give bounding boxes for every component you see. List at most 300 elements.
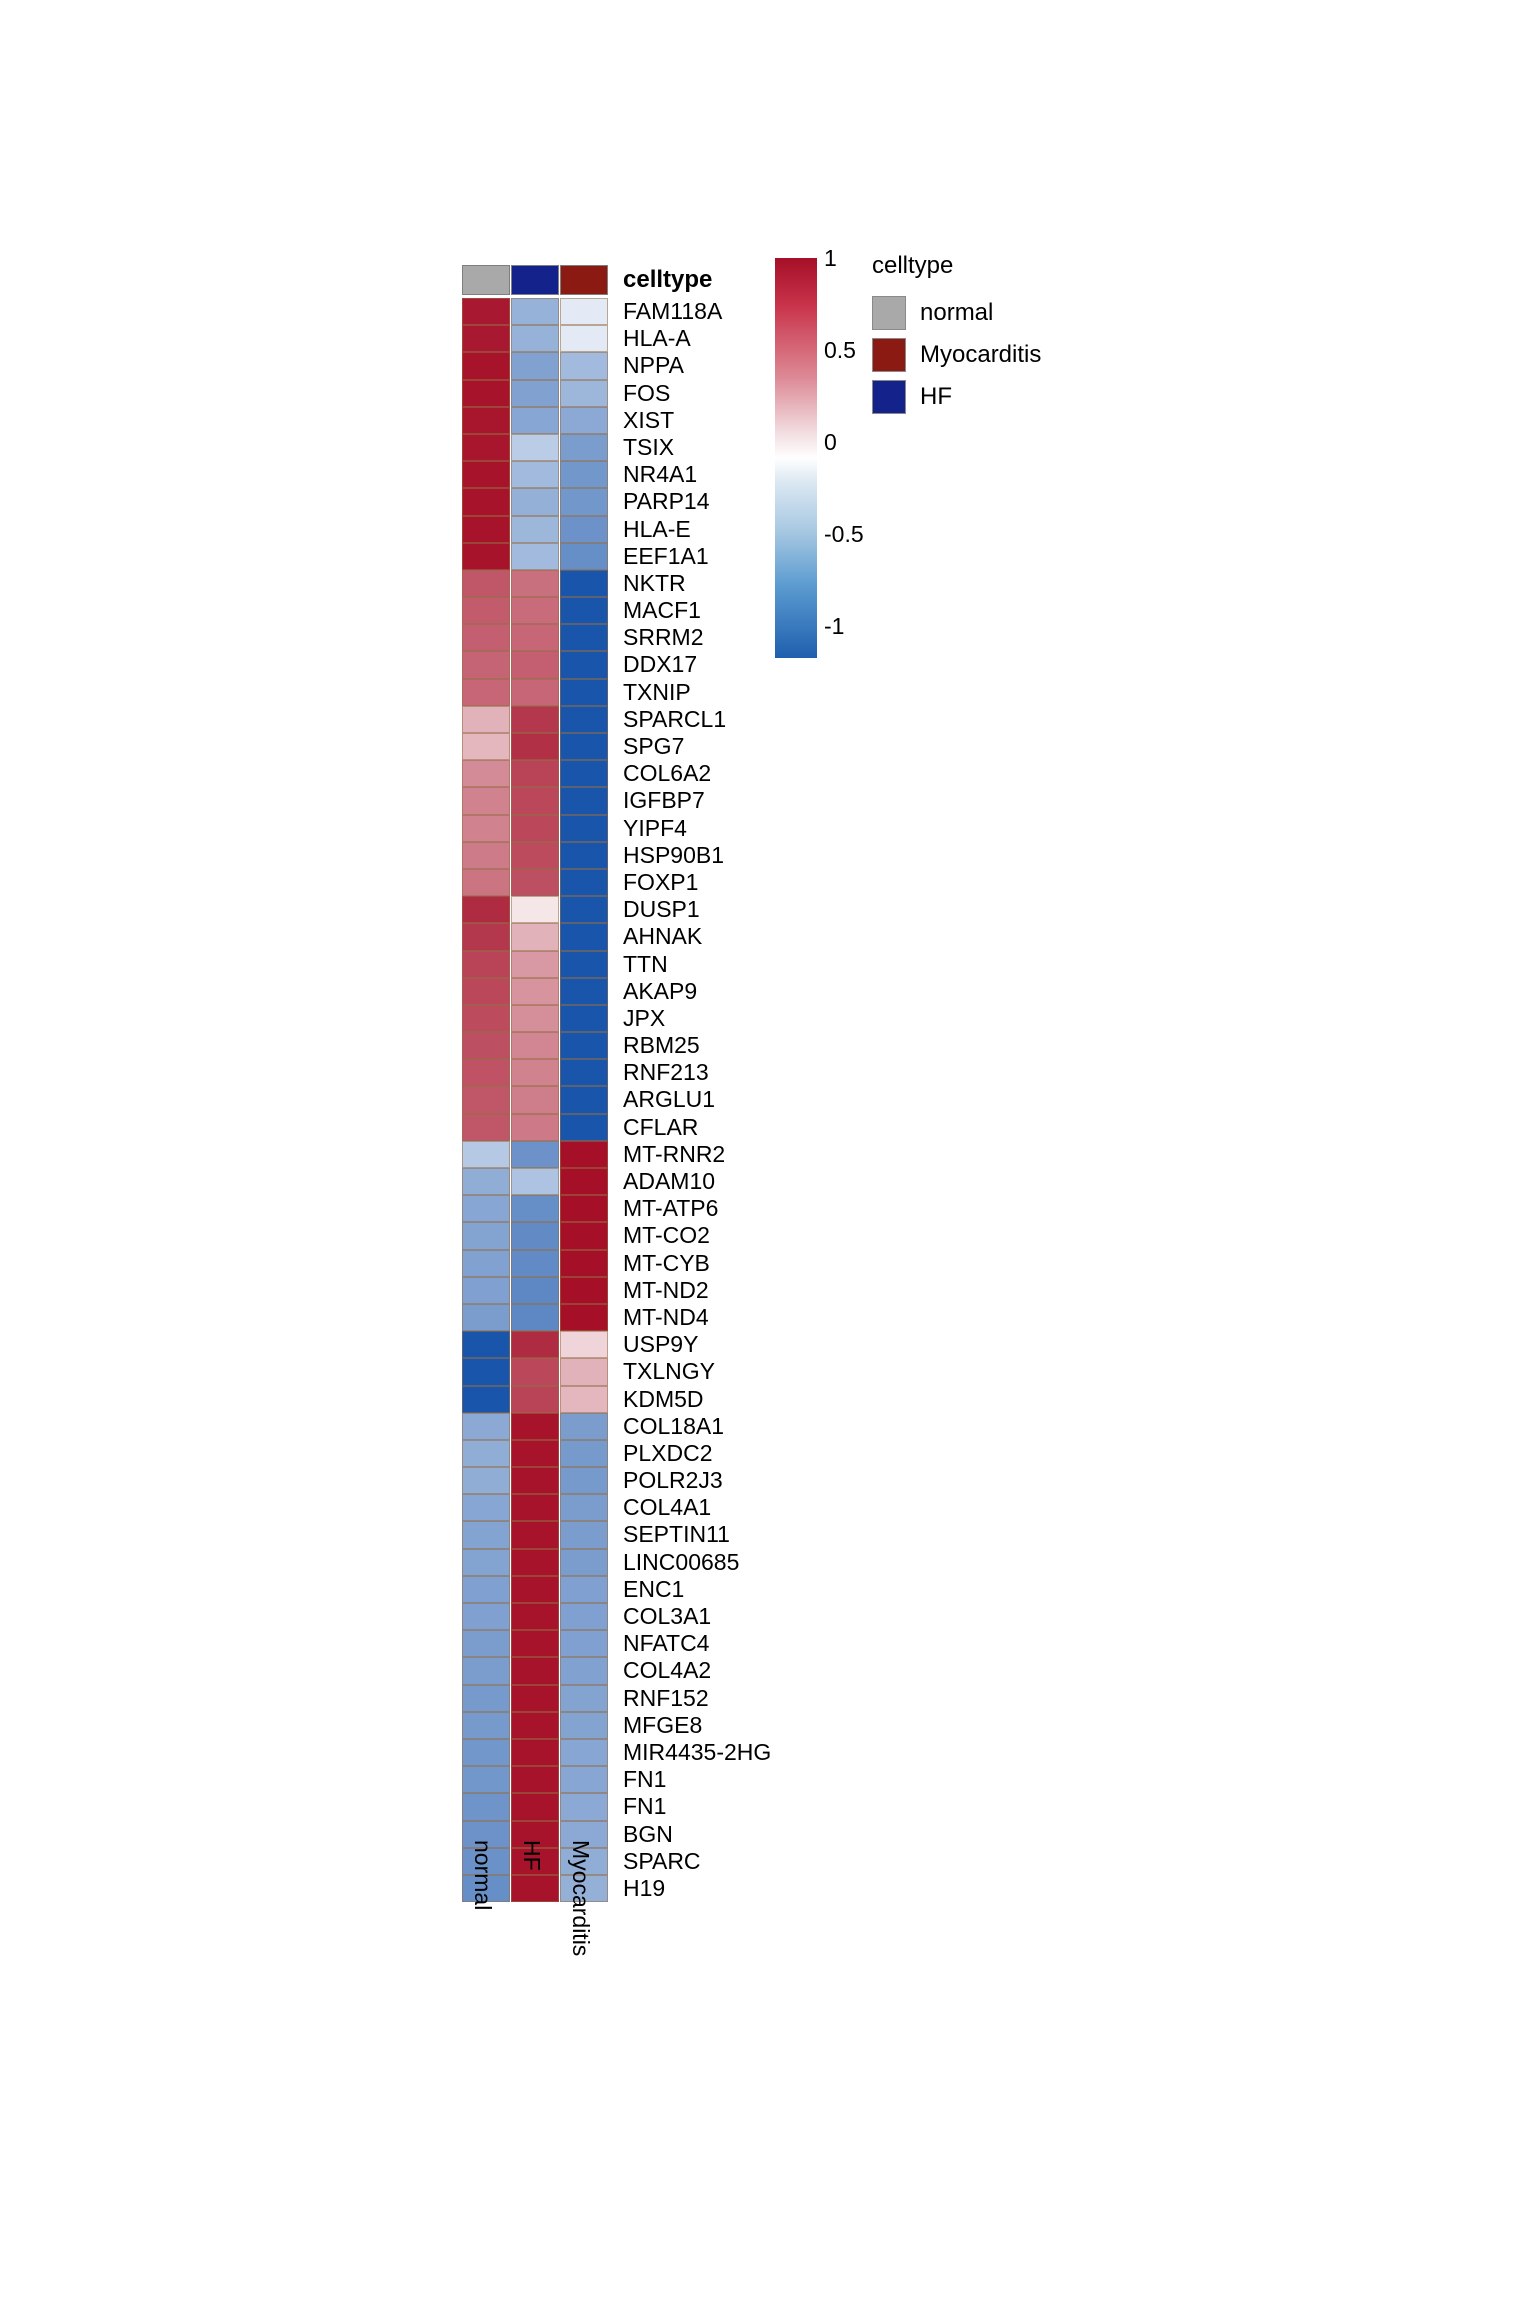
legend-swatch bbox=[872, 338, 906, 372]
heatmap-grid bbox=[462, 265, 771, 1902]
gene-label: MT-ND4 bbox=[623, 1303, 709, 1330]
heatmap-cell bbox=[560, 815, 608, 842]
heatmap-cell bbox=[462, 1222, 510, 1249]
heatmap-cell bbox=[560, 380, 608, 407]
column-label-normal: normal bbox=[470, 1840, 496, 1911]
gene-label: LINC00685 bbox=[623, 1548, 740, 1575]
heatmap-cell bbox=[462, 923, 510, 950]
colorbar-gradient bbox=[775, 258, 817, 658]
colorbar-tick: 0 bbox=[824, 429, 837, 455]
column-label-hf: HF bbox=[519, 1840, 545, 1871]
heatmap-row bbox=[462, 706, 771, 733]
heatmap-cell bbox=[511, 461, 559, 488]
heatmap-cell bbox=[462, 1141, 510, 1168]
heatmap-cell bbox=[511, 624, 559, 651]
heatmap-cell bbox=[511, 923, 559, 950]
heatmap-row bbox=[462, 951, 771, 978]
heatmap-cell bbox=[462, 380, 510, 407]
gene-label: ENC1 bbox=[623, 1575, 685, 1602]
heatmap-cell bbox=[511, 380, 559, 407]
heatmap-cell bbox=[462, 679, 510, 706]
heatmap-cell bbox=[560, 1304, 608, 1331]
heatmap-cell bbox=[462, 1168, 510, 1195]
legend-item bbox=[872, 376, 1041, 418]
heatmap-cell bbox=[560, 1521, 608, 1548]
annotation-title: celltype bbox=[623, 266, 713, 293]
heatmap-cell bbox=[511, 516, 559, 543]
heatmap-cell bbox=[462, 1059, 510, 1086]
gene-label: MT-CYB bbox=[623, 1249, 710, 1276]
heatmap-row bbox=[462, 570, 771, 597]
gene-label: XIST bbox=[623, 406, 675, 433]
gene-label: MIR4435-2HG bbox=[623, 1738, 772, 1765]
gene-label: RNF152 bbox=[623, 1684, 709, 1711]
heatmap-cell bbox=[511, 1494, 559, 1521]
heatmap-row bbox=[462, 1168, 771, 1195]
heatmap-cell bbox=[560, 407, 608, 434]
heatmap-cell bbox=[560, 1059, 608, 1086]
heatmap-cell bbox=[560, 1739, 608, 1766]
heatmap-cell bbox=[511, 298, 559, 325]
heatmap-cell bbox=[560, 434, 608, 461]
heatmap-cell bbox=[511, 1739, 559, 1766]
heatmap-cell bbox=[560, 1549, 608, 1576]
heatmap-cell bbox=[462, 1685, 510, 1712]
gene-label: DDX17 bbox=[623, 651, 698, 678]
heatmap-cell bbox=[560, 352, 608, 379]
heatmap-cell bbox=[560, 1141, 608, 1168]
heatmap-row bbox=[462, 1549, 771, 1576]
gene-label: FOXP1 bbox=[623, 868, 699, 895]
heatmap-cell bbox=[462, 1032, 510, 1059]
heatmap-cell bbox=[462, 570, 510, 597]
heatmap-cell bbox=[511, 1793, 559, 1820]
gene-label: COL4A2 bbox=[623, 1657, 712, 1684]
gene-label: HLA-A bbox=[623, 325, 691, 352]
heatmap-row bbox=[462, 1222, 771, 1249]
heatmap-row bbox=[462, 1005, 771, 1032]
heatmap-cell bbox=[511, 896, 559, 923]
legend-swatch bbox=[872, 380, 906, 414]
heatmap-cell bbox=[560, 1576, 608, 1603]
heatmap-cell bbox=[462, 1386, 510, 1413]
heatmap-cell bbox=[462, 1195, 510, 1222]
heatmap-cell bbox=[511, 815, 559, 842]
gene-label: MT-RNR2 bbox=[623, 1140, 726, 1167]
heatmap-cell bbox=[511, 434, 559, 461]
heatmap-cell bbox=[560, 1413, 608, 1440]
heatmap-cell bbox=[511, 679, 559, 706]
gene-label: NKTR bbox=[623, 569, 686, 596]
heatmap-cell bbox=[511, 1386, 559, 1413]
heatmap-cell bbox=[511, 1005, 559, 1032]
gene-label: COL18A1 bbox=[623, 1412, 725, 1439]
gene-label: TXLNGY bbox=[623, 1358, 716, 1385]
gene-label: EEF1A1 bbox=[623, 542, 709, 569]
heatmap-cell bbox=[511, 1331, 559, 1358]
colorbar-tick: -0.5 bbox=[824, 521, 864, 547]
legend-swatch bbox=[872, 296, 906, 330]
heatmap-cell bbox=[511, 325, 559, 352]
heatmap-cell bbox=[511, 1114, 559, 1141]
heatmap-cell bbox=[462, 1657, 510, 1684]
column-annotation-normal bbox=[462, 265, 510, 295]
heatmap-rows bbox=[462, 298, 771, 1902]
heatmap-cell bbox=[511, 978, 559, 1005]
heatmap-cell bbox=[511, 570, 559, 597]
heatmap-cell bbox=[560, 298, 608, 325]
heatmap-cell bbox=[511, 1250, 559, 1277]
gene-label: POLR2J3 bbox=[623, 1467, 723, 1494]
heatmap-row bbox=[462, 1657, 771, 1684]
heatmap-cell bbox=[560, 1358, 608, 1385]
heatmap-cell bbox=[511, 706, 559, 733]
heatmap-cell bbox=[560, 543, 608, 570]
gene-label: AHNAK bbox=[623, 923, 703, 950]
heatmap-row bbox=[462, 1114, 771, 1141]
gene-label: FOS bbox=[623, 379, 671, 406]
heatmap-cell bbox=[560, 1467, 608, 1494]
heatmap-cell bbox=[462, 1603, 510, 1630]
heatmap-cell bbox=[462, 434, 510, 461]
heatmap-cell bbox=[462, 1766, 510, 1793]
heatmap-cell bbox=[511, 1630, 559, 1657]
heatmap-cell bbox=[560, 978, 608, 1005]
gene-label: RBM25 bbox=[623, 1032, 700, 1059]
heatmap-row bbox=[462, 1630, 771, 1657]
heatmap-row bbox=[462, 760, 771, 787]
heatmap-cell bbox=[511, 869, 559, 896]
heatmap-cell bbox=[511, 760, 559, 787]
gene-label: ARGLU1 bbox=[623, 1086, 716, 1113]
heatmap-cell bbox=[511, 407, 559, 434]
heatmap-row bbox=[462, 1059, 771, 1086]
gene-label: KDM5D bbox=[623, 1385, 704, 1412]
heatmap-cell bbox=[462, 1494, 510, 1521]
column-label-myocarditis: Myocarditis bbox=[568, 1840, 594, 1957]
colorbar-tick: 0.5 bbox=[824, 337, 856, 363]
legend-item bbox=[872, 334, 1041, 376]
heatmap-cell bbox=[462, 1250, 510, 1277]
heatmap-cell bbox=[560, 488, 608, 515]
heatmap-cell bbox=[511, 1657, 559, 1684]
heatmap-cell bbox=[511, 543, 559, 570]
heatmap-row bbox=[462, 815, 771, 842]
gene-label: SRRM2 bbox=[623, 624, 704, 651]
heatmap-row bbox=[462, 1358, 771, 1385]
gene-label: H19 bbox=[623, 1874, 666, 1901]
heatmap-cell bbox=[560, 1114, 608, 1141]
heatmap-cell bbox=[462, 842, 510, 869]
gene-label: SPG7 bbox=[623, 733, 685, 759]
heatmap-row bbox=[462, 1250, 771, 1277]
heatmap-row bbox=[462, 1521, 771, 1548]
gene-label: AKAP9 bbox=[623, 977, 698, 1004]
heatmap-cell bbox=[560, 1793, 608, 1820]
heatmap-row bbox=[462, 1603, 771, 1630]
heatmap-cell bbox=[462, 1576, 510, 1603]
heatmap-cell bbox=[511, 1576, 559, 1603]
heatmap-cell bbox=[560, 842, 608, 869]
heatmap-cell bbox=[511, 1086, 559, 1113]
heatmap-cell bbox=[560, 1712, 608, 1739]
heatmap-row bbox=[462, 1739, 771, 1766]
legend-item bbox=[872, 292, 1041, 334]
heatmap-cell bbox=[560, 760, 608, 787]
legend-label: normal bbox=[920, 299, 994, 326]
heatmap-cell bbox=[511, 1141, 559, 1168]
heatmap-cell bbox=[462, 1549, 510, 1576]
colorbar-tick: 1 bbox=[824, 245, 837, 271]
heatmap-row bbox=[462, 1086, 771, 1113]
gene-label: YIPF4 bbox=[623, 814, 687, 841]
heatmap-cell bbox=[560, 1277, 608, 1304]
heatmap-row bbox=[462, 978, 771, 1005]
gene-label: TTN bbox=[623, 950, 668, 977]
heatmap-cell bbox=[462, 597, 510, 624]
heatmap-row bbox=[462, 407, 771, 434]
heatmap-cell bbox=[560, 1440, 608, 1467]
colorbar-tick: -1 bbox=[824, 613, 845, 639]
heatmap-row bbox=[462, 1304, 771, 1331]
gene-label: JPX bbox=[623, 1004, 666, 1031]
heatmap-cell bbox=[462, 1793, 510, 1820]
heatmap-row bbox=[462, 1494, 771, 1521]
heatmap-cell bbox=[560, 624, 608, 651]
heatmap-cell bbox=[462, 1086, 510, 1113]
heatmap-cell bbox=[511, 1277, 559, 1304]
heatmap-row bbox=[462, 1467, 771, 1494]
heatmap-cell bbox=[511, 842, 559, 869]
heatmap-cell bbox=[560, 679, 608, 706]
heatmap-cell bbox=[560, 787, 608, 814]
heatmap-cell bbox=[560, 1086, 608, 1113]
heatmap-cell bbox=[511, 1059, 559, 1086]
legend-title: celltype bbox=[872, 252, 954, 279]
column-labels bbox=[462, 1840, 662, 2040]
heatmap-cell bbox=[462, 1440, 510, 1467]
gene-label: HSP90B1 bbox=[623, 841, 725, 868]
heatmap-cell bbox=[511, 1222, 559, 1249]
legend-label: Myocarditis bbox=[920, 341, 1042, 368]
heatmap-row bbox=[462, 787, 771, 814]
heatmap-cell bbox=[462, 352, 510, 379]
heatmap-cell bbox=[462, 951, 510, 978]
heatmap-cell bbox=[462, 1005, 510, 1032]
heatmap-cell bbox=[560, 461, 608, 488]
column-annotation-myocarditis bbox=[560, 265, 608, 295]
heatmap-cell bbox=[560, 1222, 608, 1249]
heatmap-cell bbox=[462, 1739, 510, 1766]
gene-label: HLA-E bbox=[623, 515, 691, 542]
gene-label: TXNIP bbox=[623, 678, 691, 705]
heatmap-cell bbox=[511, 733, 559, 760]
gene-label: NFATC4 bbox=[623, 1630, 710, 1657]
heatmap-cell bbox=[511, 951, 559, 978]
heatmap-cell bbox=[511, 1168, 559, 1195]
heatmap-cell bbox=[511, 597, 559, 624]
gene-label: PLXDC2 bbox=[623, 1439, 713, 1466]
gene-label: COL6A2 bbox=[623, 760, 712, 787]
heatmap-cell bbox=[560, 1195, 608, 1222]
heatmap-row bbox=[462, 923, 771, 950]
heatmap-cell bbox=[462, 706, 510, 733]
heatmap-cell bbox=[560, 570, 608, 597]
heatmap-cell bbox=[462, 651, 510, 678]
heatmap-row bbox=[462, 434, 771, 461]
heatmap-cell bbox=[560, 597, 608, 624]
heatmap-row bbox=[462, 869, 771, 896]
heatmap-row bbox=[462, 1386, 771, 1413]
legend-items bbox=[872, 292, 1041, 418]
heatmap-cell bbox=[462, 461, 510, 488]
gene-label: RNF213 bbox=[623, 1059, 709, 1086]
gene-label: NPPA bbox=[623, 352, 684, 379]
gene-label: TSIX bbox=[623, 433, 675, 460]
heatmap-row bbox=[462, 1793, 771, 1820]
heatmap-cell bbox=[462, 1358, 510, 1385]
heatmap-cell bbox=[560, 923, 608, 950]
heatmap-cell bbox=[511, 488, 559, 515]
heatmap-cell bbox=[511, 1304, 559, 1331]
heatmap-cell bbox=[560, 1657, 608, 1684]
heatmap-cell bbox=[560, 1766, 608, 1793]
heatmap-cell bbox=[560, 1386, 608, 1413]
heatmap-cell bbox=[560, 1685, 608, 1712]
heatmap-cell bbox=[511, 787, 559, 814]
gene-label: FAM118A bbox=[623, 298, 723, 324]
heatmap-row bbox=[462, 1195, 771, 1222]
heatmap-row bbox=[462, 1685, 771, 1712]
heatmap-cell bbox=[511, 1603, 559, 1630]
heatmap-row bbox=[462, 1413, 771, 1440]
heatmap-cell bbox=[462, 1521, 510, 1548]
heatmap-cell bbox=[462, 1630, 510, 1657]
heatmap-row bbox=[462, 325, 771, 352]
heatmap-cell bbox=[511, 1712, 559, 1739]
gene-label: DUSP1 bbox=[623, 896, 700, 923]
heatmap-cell bbox=[462, 896, 510, 923]
heatmap-row bbox=[462, 624, 771, 651]
gene-label: MT-ND2 bbox=[623, 1276, 709, 1303]
gene-label: COL3A1 bbox=[623, 1603, 712, 1629]
heatmap-cell bbox=[511, 1413, 559, 1440]
gene-label: COL4A1 bbox=[623, 1494, 712, 1521]
heatmap-row bbox=[462, 1766, 771, 1793]
heatmap-row bbox=[462, 679, 771, 706]
heatmap-row bbox=[462, 1032, 771, 1059]
heatmap-cell bbox=[560, 1032, 608, 1059]
heatmap-cell bbox=[511, 1032, 559, 1059]
heatmap-cell bbox=[511, 1766, 559, 1793]
heatmap-row bbox=[462, 1712, 771, 1739]
gene-label: SEPTIN11 bbox=[623, 1521, 730, 1548]
column-annotation-row bbox=[462, 265, 771, 295]
heatmap-cell bbox=[560, 516, 608, 543]
heatmap-row bbox=[462, 1576, 771, 1603]
heatmap-row bbox=[462, 842, 771, 869]
heatmap-cell bbox=[560, 1494, 608, 1521]
heatmap-cell bbox=[511, 1440, 559, 1467]
gene-label: CFLAR bbox=[623, 1113, 699, 1140]
heatmap-row bbox=[462, 461, 771, 488]
heatmap-cell bbox=[462, 1467, 510, 1494]
heatmap-row bbox=[462, 352, 771, 379]
heatmap-cell bbox=[511, 651, 559, 678]
heatmap-row bbox=[462, 733, 771, 760]
heatmap-cell bbox=[560, 1168, 608, 1195]
gene-label: SPARC bbox=[623, 1847, 701, 1874]
gene-label: IGFBP7 bbox=[623, 787, 705, 814]
gene-label: NR4A1 bbox=[623, 461, 698, 488]
heatmap-cell bbox=[462, 1114, 510, 1141]
heatmap-cell bbox=[511, 1549, 559, 1576]
heatmap-cell bbox=[560, 651, 608, 678]
gene-label: PARP14 bbox=[623, 488, 710, 515]
gene-label: MT-ATP6 bbox=[623, 1195, 719, 1222]
heatmap-cell bbox=[462, 1277, 510, 1304]
gene-label: BGN bbox=[623, 1820, 673, 1847]
heatmap-cell bbox=[462, 1712, 510, 1739]
heatmap-row bbox=[462, 543, 771, 570]
heatmap-cell bbox=[462, 1413, 510, 1440]
heatmap-cell bbox=[511, 1685, 559, 1712]
column-annotation-hf bbox=[511, 265, 559, 295]
heatmap-cell bbox=[462, 624, 510, 651]
heatmap-cell bbox=[560, 1005, 608, 1032]
heatmap-cell bbox=[462, 488, 510, 515]
heatmap-row bbox=[462, 1141, 771, 1168]
heatmap-cell bbox=[560, 1630, 608, 1657]
gene-label: MACF1 bbox=[623, 597, 701, 624]
heatmap-row bbox=[462, 1440, 771, 1467]
heatmap-cell bbox=[462, 325, 510, 352]
heatmap-cell bbox=[511, 1467, 559, 1494]
heatmap-cell bbox=[462, 1304, 510, 1331]
heatmap-cell bbox=[511, 352, 559, 379]
heatmap-row bbox=[462, 1277, 771, 1304]
heatmap-cell bbox=[560, 325, 608, 352]
legend bbox=[872, 252, 1041, 418]
heatmap-cell bbox=[560, 1331, 608, 1358]
heatmap-row bbox=[462, 298, 771, 325]
gene-label: USP9Y bbox=[623, 1331, 699, 1358]
heatmap-cell bbox=[560, 896, 608, 923]
heatmap-cell bbox=[462, 815, 510, 842]
heatmap-cell bbox=[560, 733, 608, 760]
heatmap-cell bbox=[560, 1250, 608, 1277]
gene-label: MT-CO2 bbox=[623, 1222, 710, 1249]
gene-label: ADAM10 bbox=[623, 1168, 716, 1194]
gene-label: FN1 bbox=[623, 1766, 667, 1793]
heatmap-row bbox=[462, 896, 771, 923]
heatmap-cell bbox=[560, 951, 608, 978]
heatmap-cell bbox=[462, 543, 510, 570]
heatmap-cell bbox=[462, 978, 510, 1005]
heatmap-row bbox=[462, 488, 771, 515]
legend-label: HF bbox=[920, 383, 952, 410]
heatmap-cell bbox=[462, 516, 510, 543]
heatmap-cell bbox=[462, 298, 510, 325]
heatmap-row bbox=[462, 380, 771, 407]
heatmap-cell bbox=[462, 760, 510, 787]
heatmap-cell bbox=[462, 869, 510, 896]
heatmap-row bbox=[462, 516, 771, 543]
heatmap-row bbox=[462, 651, 771, 678]
heatmap-cell bbox=[560, 869, 608, 896]
heatmap-cell bbox=[511, 1195, 559, 1222]
heatmap-cell bbox=[462, 407, 510, 434]
